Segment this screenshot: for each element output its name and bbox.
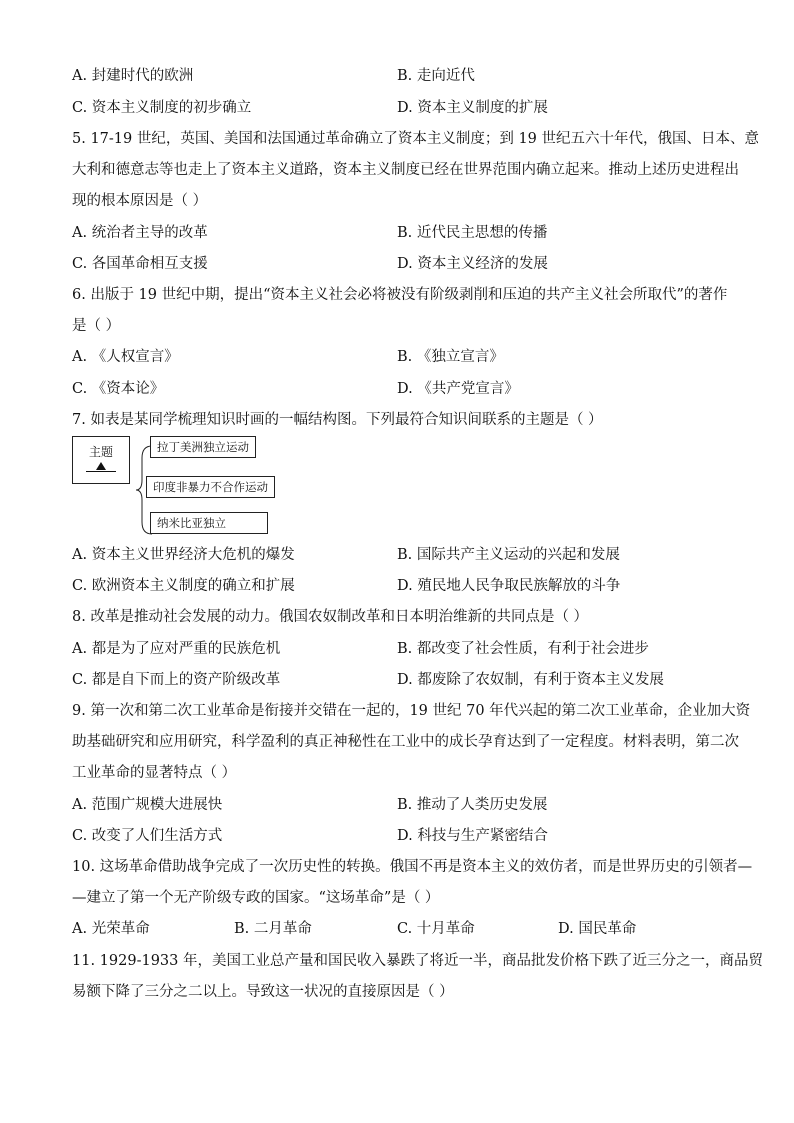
q10-stem-line1: 10. 这场革命借助战争完成了一次历史性的转换。俄国不再是资本主义的效仿者，而是世界历史的引领者— bbox=[72, 859, 753, 875]
q6-stem-line2: 是（ ） bbox=[72, 318, 121, 334]
q10-option-a: A. 光荣革命 bbox=[72, 921, 150, 937]
q6-option-c: C. 《资本论》 bbox=[72, 381, 165, 397]
q8-option-a: A. 都是为了应对严重的民族危机 bbox=[72, 641, 281, 657]
q4-option-d: D. 资本主义制度的扩展 bbox=[397, 100, 548, 116]
q7-option-d: D. 殖民地人民争取民族解放的斗争 bbox=[397, 578, 621, 594]
diagram-item-namibia: 纳米比亚独立 bbox=[150, 512, 268, 534]
diagram-item-india: 印度非暴力不合作运动 bbox=[146, 476, 275, 498]
q5-stem-line2: 大利和德意志等也走上了资本主义道路，资本主义制度已经在世界范围内确立起来。推动上述历史进程出 bbox=[72, 162, 739, 178]
diagram-item-latin-america: 拉丁美洲独立运动 bbox=[150, 436, 256, 458]
q9-stem-line3: 工业革命的显著特点（ ） bbox=[72, 765, 237, 781]
q9-stem-line1: 9. 第一次和第二次工业革命是衔接并交错在一起的，19 世纪 70 年代兴起的第二次工业革命，企业加大资 bbox=[72, 703, 751, 719]
q8-stem-line1: 8. 改革是推动社会发展的动力。俄国农奴制改革和日本明治维新的共同点是（ ） bbox=[72, 609, 589, 625]
q4-option-a: A. 封建时代的欧洲 bbox=[72, 68, 194, 84]
diagram-main-label: 主题 bbox=[88, 445, 113, 459]
q10-stem-line2: —建立了第一个无产阶级专政的国家。“这场革命”是（ ） bbox=[72, 890, 440, 906]
q9-option-d: D. 科技与生产紧密结合 bbox=[397, 828, 548, 844]
q5-stem-line3: 现的根本原因是（ ） bbox=[72, 193, 208, 209]
q8-option-d: D. 都废除了农奴制，有利于资本主义发展 bbox=[397, 672, 664, 688]
q4-option-b: B. 走向近代 bbox=[397, 68, 475, 84]
q8-option-c: C. 都是自下而上的资产阶级改革 bbox=[72, 672, 281, 688]
q11-stem-line1: 11. 1929-1933 年，美国工业总产量和国民收入暴跌了将近一半，商品批发价格下跌了近三分之一，商品贸 bbox=[72, 953, 763, 969]
q11-stem-line2: 易额下降了三分之二以上。导致这一状况的直接原因是（ ） bbox=[72, 984, 454, 1000]
q8-option-b: B. 都改变了社会性质，有利于社会进步 bbox=[397, 641, 649, 657]
q5-option-a: A. 统治者主导的改革 bbox=[72, 225, 208, 241]
q6-stem-line1: 6. 出版于 19 世纪中期，提出“资本主义社会必将被没有阶级剥削和压迫的共产主义社会所取代”的著作 bbox=[72, 287, 728, 303]
q10-option-d: D. 国民革命 bbox=[558, 921, 637, 937]
q10-option-c: C. 十月革命 bbox=[397, 921, 475, 937]
q7-stem-line1: 7. 如表是某同学梳理知识时画的一幅结构图。下列最符合知识间联系的主题是（ ） bbox=[72, 412, 603, 428]
q7-option-c: C. 欧洲资本主义制度的确立和扩展 bbox=[72, 578, 295, 594]
q9-option-b: B. 推动了人类历史发展 bbox=[397, 797, 548, 813]
q7-option-a: A. 资本主义世界经济大危机的爆发 bbox=[72, 547, 295, 563]
q7-structure-diagram bbox=[72, 436, 292, 542]
q7-option-b: B. 国际共产主义运动的兴起和发展 bbox=[397, 547, 620, 563]
diagram-main-box bbox=[72, 436, 130, 484]
q10-option-b: B. 二月革命 bbox=[234, 921, 312, 937]
q9-option-a: A. 范围广规模大进展快 bbox=[72, 797, 223, 813]
triangle-icon bbox=[96, 462, 106, 470]
q5-option-b: B. 近代民主思想的传播 bbox=[397, 225, 548, 241]
q9-option-c: C. 改变了人们生活方式 bbox=[72, 828, 223, 844]
q4-option-c: C. 资本主义制度的初步确立 bbox=[72, 100, 252, 116]
q5-stem-line1: 5. 17-19 世纪，英国、美国和法国通过革命确立了资本主义制度；到 19 世纪五六十年代，俄国、日本、意 bbox=[72, 131, 760, 147]
q5-option-d: D. 资本主义经济的发展 bbox=[397, 256, 548, 272]
q5-option-c: C. 各国革命相互支援 bbox=[72, 256, 208, 272]
q9-stem-line2: 助基础研究和应用研究，科学盈利的真正神秘性在工业中的成长孕育达到了一定程度。材料表明，第二次 bbox=[72, 734, 739, 750]
q6-option-d: D. 《共产党宣言》 bbox=[397, 381, 519, 397]
diagram-underline bbox=[86, 471, 116, 472]
q6-option-a: A. 《人权宣言》 bbox=[72, 349, 179, 365]
q6-option-b: B. 《独立宣言》 bbox=[397, 349, 504, 365]
